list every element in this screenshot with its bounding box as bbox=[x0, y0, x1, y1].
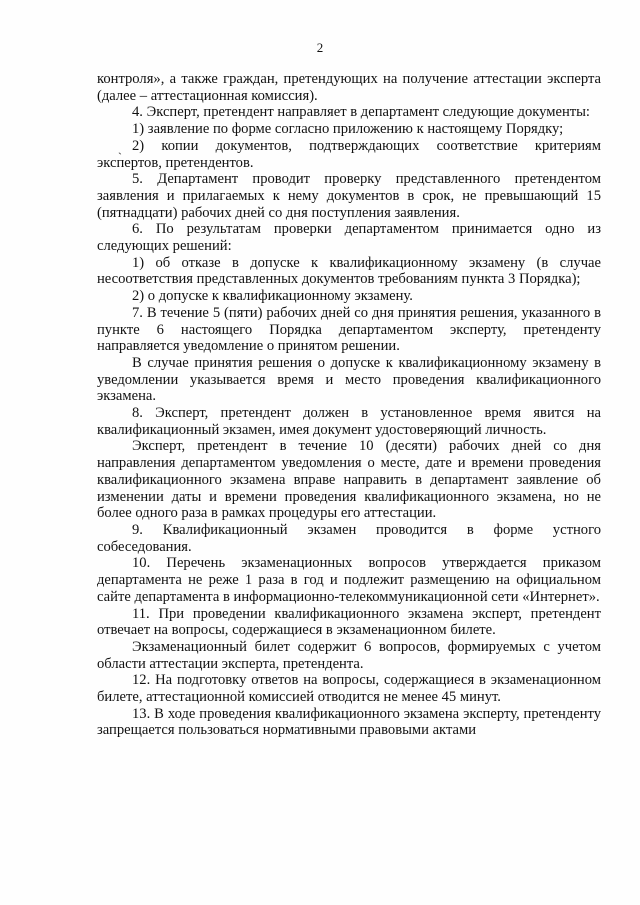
subitem: 1) заявление по форме согласно приложению к настоящему Порядку; bbox=[132, 121, 564, 138]
paragraph: Эксперт, претендент в течение 10 (десяти) рабочих дней со дня направления департаментом уведомления о месте, дате и времени проведения квалификационного экзамена вправе направить в департамент заявление об изменении даты и времени проведения квалификационного экзамена, но не более одного раза в рамках процедуры его аттестации. bbox=[97, 438, 601, 522]
subitem: 2) копии документов, подтверждающих соответствие критериям экспертов, претендентов. bbox=[97, 137, 601, 171]
paragraph-item-12: 12. На подготовку ответов на вопросы, содержащиеся в экзаменационном билете, аттестационной комиссией отводится не менее 45 минут. bbox=[97, 672, 601, 706]
paragraph-item-13: 13. В ходе проведения квалификационного экзамена эксперту, претенденту запрещается пользоваться нормативными правовыми актами bbox=[97, 705, 601, 739]
paragraph: контроля», а также граждан, претендующих на получение аттестации эксперта (далее – аттестационная комиссия). bbox=[97, 71, 601, 104]
paragraph-item-9: 9. Квалификационный экзамен проводится в форме устного собеседования. bbox=[97, 521, 601, 555]
scan-mark: ˎ bbox=[118, 141, 122, 155]
subitem: 2) о допуске к квалификационному экзамену. bbox=[132, 288, 413, 305]
paragraph-item-10: 10. Перечень экзаменационных вопросов утверждается приказом департамента не реже 1 раза в год и подлежит размещению на официальном сайте департамента в информационно-телекоммуникационной сети «Интернет». bbox=[97, 555, 601, 605]
page-number: 2 bbox=[316, 40, 324, 55]
paragraph-item-8: 8. Эксперт, претендент должен в установленное время явится на квалификационный экзамен, имея документ удостоверяющий личность. bbox=[97, 405, 601, 438]
document-body bbox=[97, 71, 601, 739]
paragraph-item-4: 4. Эксперт, претендент направляет в департамент следующие документы: bbox=[132, 104, 590, 121]
subitem: 1) об отказе в допуске к квалификационному экзамену (в случае несоответствия представленных документов требованиям пункта 3 Порядка); bbox=[97, 254, 601, 288]
paragraph: В случае принятия решения о допуске к квалификационному экзамену в уведомлении указывается время и место проведения квалификационного экзамена. bbox=[97, 354, 601, 405]
paragraph-item-7: 7. В течение 5 (пяти) рабочих дней со дня принятия решения, указанного в пункте 6 настоящего Порядка департаментом эксперту, претенденту направляется уведомление о принятом решении. bbox=[97, 304, 601, 355]
paragraph-item-6: 6. По результатам проверки департаментом принимается одно из следующих решений: bbox=[97, 221, 601, 255]
paragraph-item-5: 5. Департамент проводит проверку представленного претендентом заявления и прилагаемых к нему документов в срок, не превышающий 15 (пятнадцати) рабочих дней со дня поступления заявления. bbox=[97, 171, 601, 221]
paragraph-item-11: 11. При проведении квалификационного экзамена эксперт, претендент отвечает на вопросы, содержащиеся в экзаменационном билете. bbox=[97, 605, 601, 639]
paragraph: Экзаменационный билет содержит 6 вопросов, формируемых с учетом области аттестации эксперта, претендента. bbox=[97, 638, 601, 672]
